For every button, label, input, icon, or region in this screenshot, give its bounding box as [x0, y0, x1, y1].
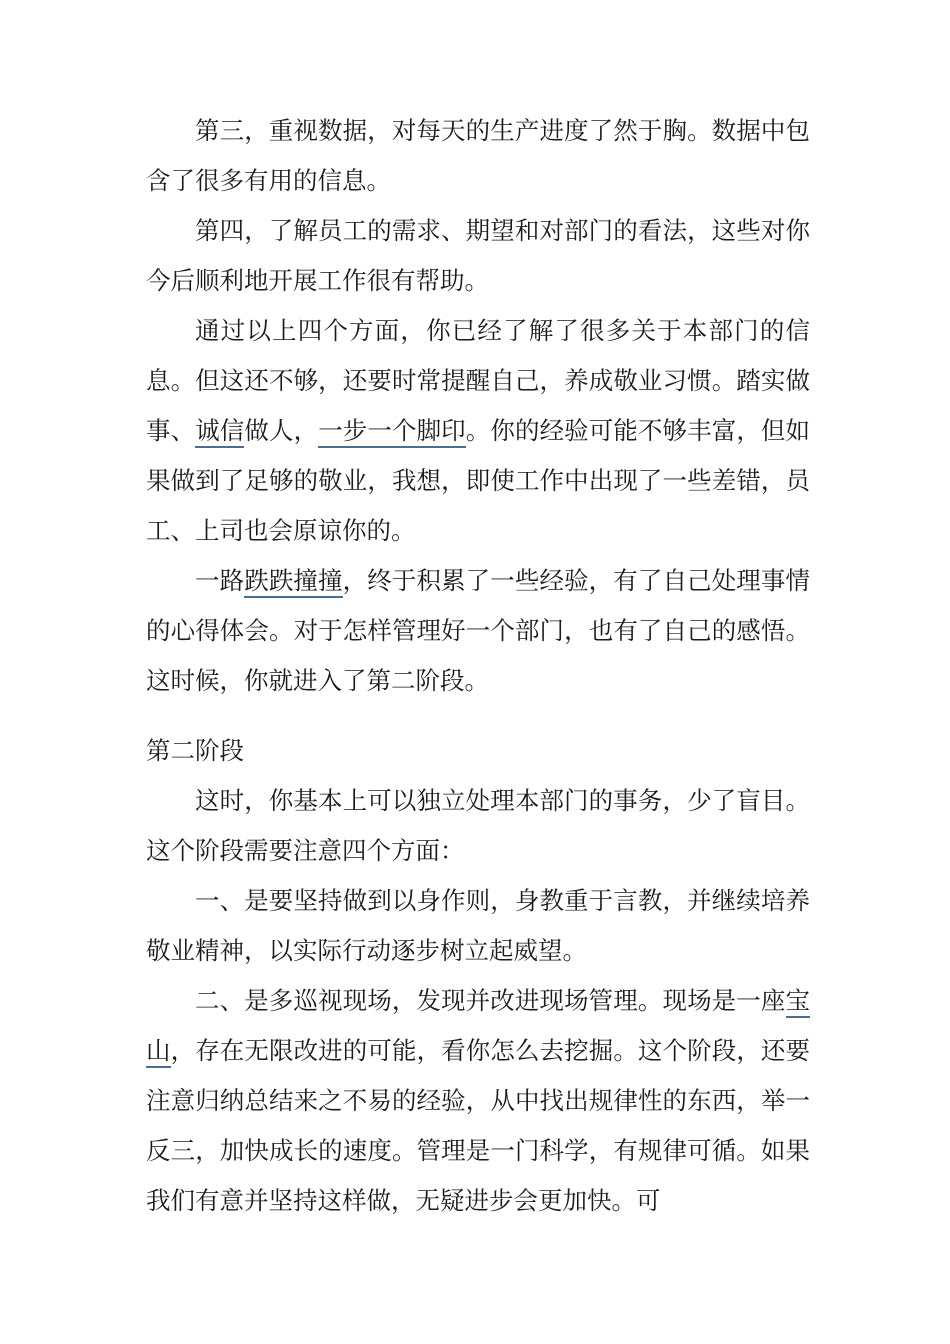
link-baoshan[interactable]: 宝山	[146, 986, 810, 1068]
heading-text: 第二阶段	[146, 736, 244, 765]
paragraph-experience	[146, 556, 810, 706]
paragraph-text: 一路	[195, 566, 245, 595]
paragraph-text: ，终于积累了一些经验，有了自己处理事情的心得体会。对于怎样管理好一个部门，也有了自己的感悟。这时候，你就进入了第二阶段。	[146, 566, 811, 695]
link-diedie-zhuangzhuang[interactable]: 跌跌撞撞	[244, 566, 342, 598]
paragraph-lead-by-example	[146, 876, 810, 976]
link-chengxin[interactable]: 诚信	[195, 416, 244, 448]
paragraph-text: 这时，你基本上可以独立处理本部门的事务，少了盲目。这个阶段需要注意四个方面：	[146, 786, 810, 865]
paragraph-data-importance	[146, 106, 810, 206]
paragraph-text: 。你的经验可能不够丰富，但如果做到了足够的敬业，我想，即使工作中出现了一些差错，员工、上司也会原谅你的。	[146, 416, 811, 545]
link-yibu-yige-jiaoyin[interactable]: 一步一个脚印	[318, 416, 466, 448]
paragraph-text: ，存在无限改进的可能，看你怎么去挖掘。这个阶段，还要注意归纳总结来之不易的经验，从中找出规律性的东西，举一反三，加快成长的速度。管理是一门科学，有规律可循。如果我们有意并坚持这样做，无疑进步会更加快。可	[146, 1036, 811, 1215]
paragraph-dedication	[146, 306, 810, 556]
section-heading-stage-two	[146, 726, 810, 776]
paragraph-employee-needs	[146, 206, 810, 306]
document-body	[146, 106, 810, 1226]
paragraph-site-inspection	[146, 976, 810, 1226]
paragraph-text: 第四，了解员工的需求、期望和对部门的看法，这些对你今后顺利地开展工作很有帮助。	[146, 216, 810, 295]
paragraph-text: 二、是多巡视现场，发现并改进现场管理。现场是一座	[195, 986, 786, 1015]
paragraph-text: 第三，重视数据，对每天的生产进度了然于胸。数据中包含了很多有用的信息。	[146, 116, 810, 195]
paragraph-text: 一、是要坚持做到以身作则，身教重于言教，并继续培养敬业精神，以实际行动逐步树立起威望。	[146, 886, 810, 965]
paragraph-stage-two-intro	[146, 776, 810, 876]
paragraph-text: 通过以上四个方面，你已经了解了很多关于本部门的信息。但这还不够，还要时常提醒自己，养成敬业习惯。踏实做事、	[146, 316, 810, 445]
paragraph-text: 做人，	[244, 416, 319, 445]
